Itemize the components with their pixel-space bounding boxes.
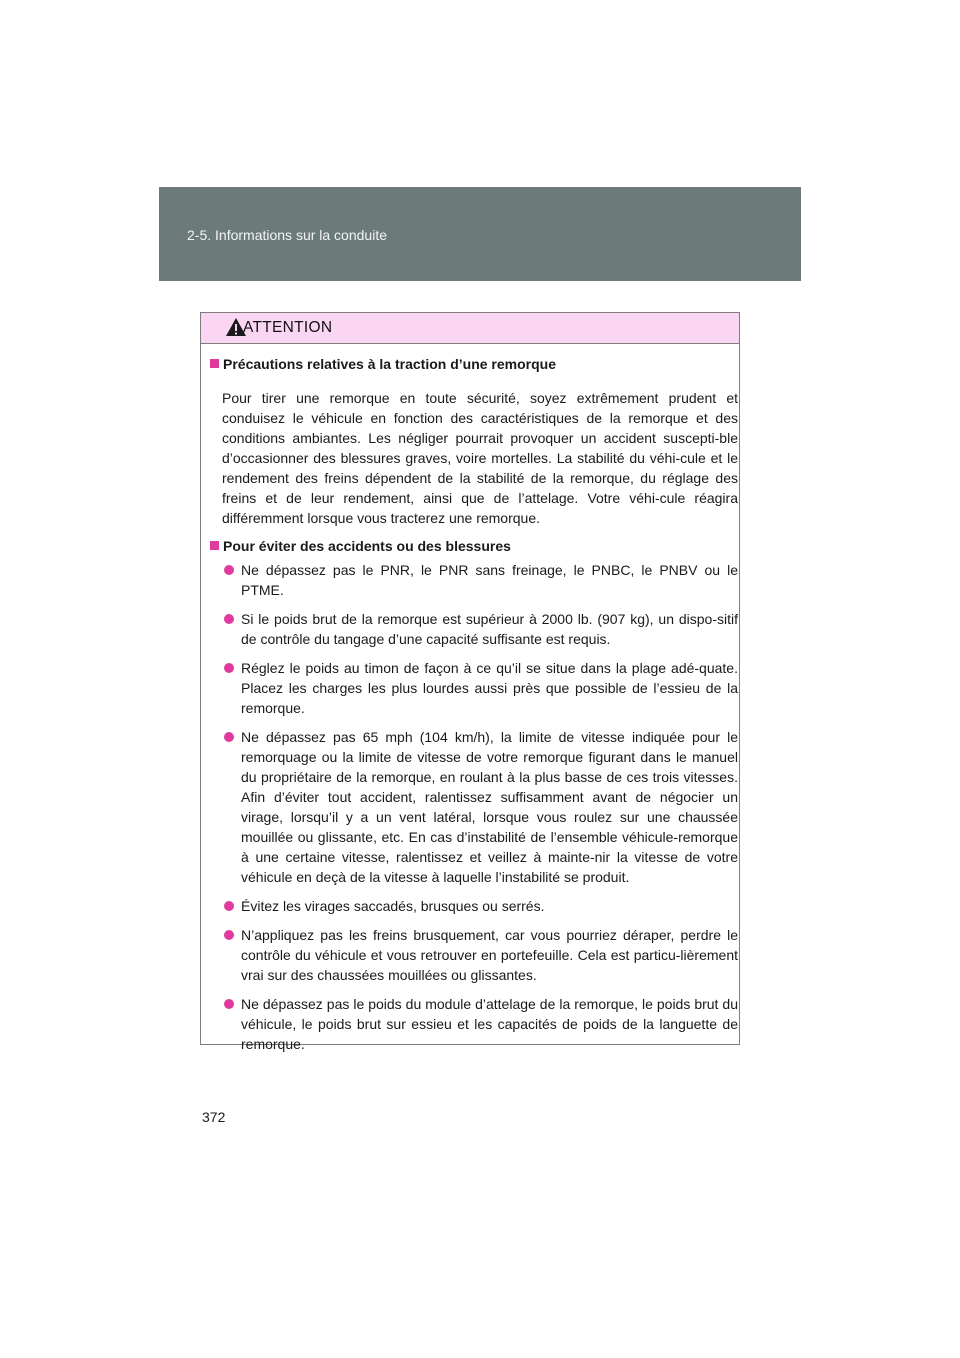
section-title-avoid-accidents: Pour éviter des accidents ou des blessures [210,537,738,556]
section-title-towing-precautions: Précautions relatives à la traction d’une remorque [210,355,738,374]
circle-bullet-icon [224,930,234,940]
list-item: Si le poids brut de la remorque est supérieur à 2000 lb. (907 kg), un dispo-sitif de contrôle du tangage d’une capacité suffisante est requis. [210,609,738,649]
attention-label: ATTENTION [243,319,333,336]
list-item: Réglez le poids au timon de façon à ce qu’il se situe dans la plage adé-quate. Placez les charges les plus lourdes aussi près que possible de l’essieu de la remorque. [210,658,738,718]
list-item: Ne dépassez pas le poids du module d’attelage de la remorque, le poids brut du véhicule, le poids brut sur essieu et les capacités de poids de la languette de remorque. [210,994,738,1054]
avoid-accidents-list [210,560,738,1054]
list-item: Ne dépassez pas 65 mph (104 km/h), la limite de vitesse indiquée pour le remorquage ou la limite de vitesse de votre remorque figurant dans le manuel du propriétaire de la remorque, en roulant à la plus basse de ces trois vitesses. Afin d’éviter tout accident, ralentissez suffisamment avant de négocier un virage, lorsqu’il y a un vent latéral, lorsque vous roulez sur une chaussée mouillée ou glissante, etc. En cas d’instabilité de l’ensemble véhicule-remorque à une certaine vitesse, ralentissez et veillez à mainte-nir la vitesse de votre véhicule en deçà de la vitesse à laquelle l’instabilité se produit. [210,727,738,887]
square-bullet-icon [210,541,219,550]
circle-bullet-icon [224,999,234,1009]
attention-header [201,313,739,344]
circle-bullet-icon [224,614,234,624]
square-bullet-icon [210,359,219,368]
chapter-title: 2-5. Informations sur la conduite [187,227,387,243]
attention-content [210,355,738,1063]
page-number: 372 [202,1109,226,1125]
chapter-header-band [159,187,801,281]
list-item: Évitez les virages saccadés, brusques ou serrés. [210,896,738,916]
circle-bullet-icon [224,732,234,742]
circle-bullet-icon [224,565,234,575]
circle-bullet-icon [224,901,234,911]
attention-box [200,312,740,1052]
towing-precautions-paragraph: Pour tirer une remorque en toute sécurité, soyez extrêmement prudent et conduisez le véhicule en fonction des caractéristiques de la remorque et des conditions ambiantes. Les négliger pourrait provoquer un accident suscepti-ble d’occasionner des blessures graves, voire mortelles. La stabilité du véhi-cule et le rendement des freins dépendent de la stabilité de la remorque, du réglage des freins et de leur rendement, ainsi que de l’attelage. Votre véhi-cule réagira différemment lorsque vous tracterez une remorque. [222,390,738,526]
list-item: N’appliquez pas les freins brusquement, car vous pourriez déraper, perdre le contrôle du véhicule et vous retrouver en portefeuille. Cela est particu-lièrement vrai sur des chaussées mouillées ou glissantes. [210,925,738,985]
circle-bullet-icon [224,663,234,673]
list-item: Ne dépassez pas le PNR, le PNR sans freinage, le PNBC, le PNBV ou le PTME. [210,560,738,600]
